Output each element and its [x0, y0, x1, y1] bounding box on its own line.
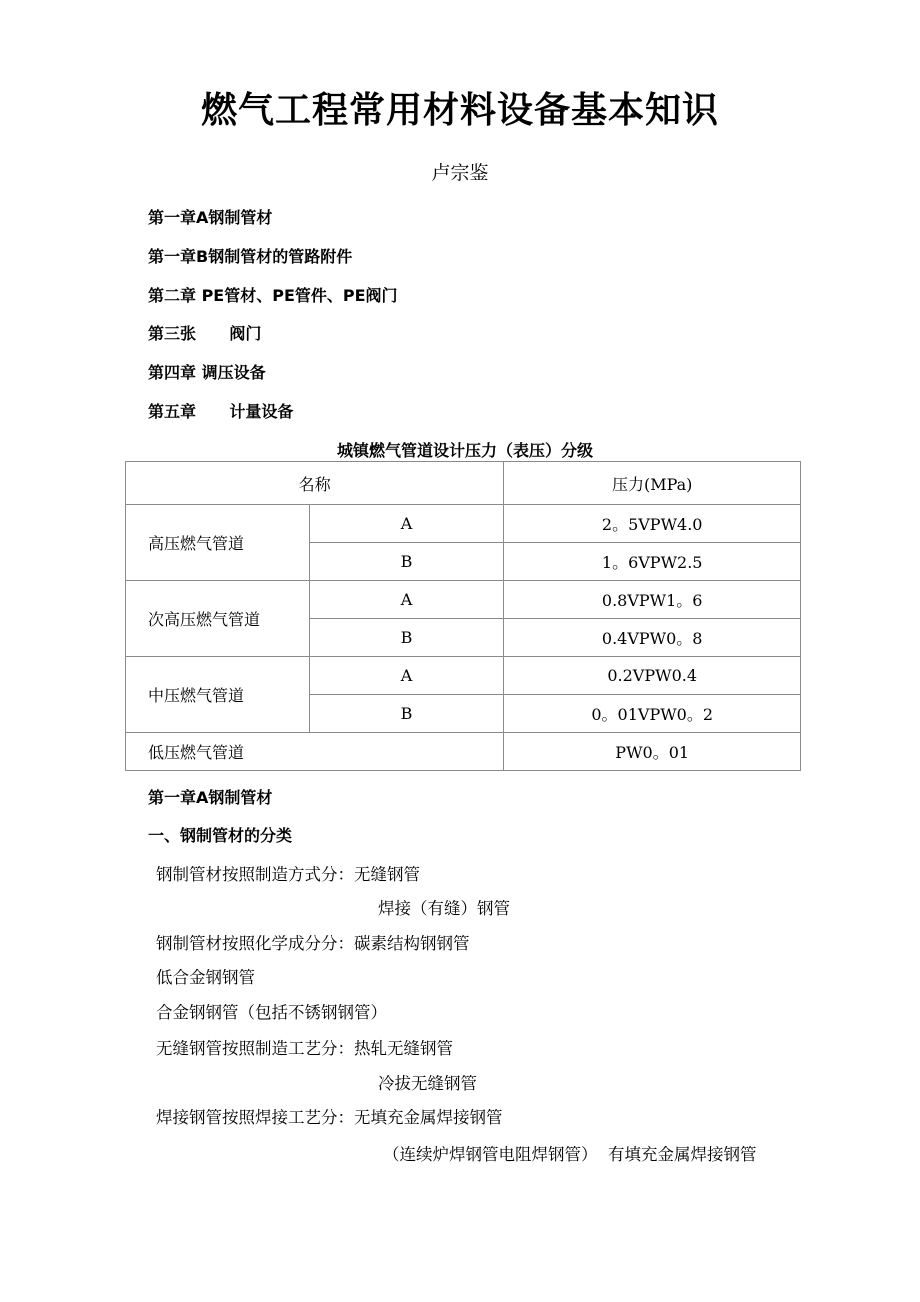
table-caption: 城镇燃气管道设计压力（表压）分级: [336, 441, 593, 460]
chapter-heading: 第一章A钢制管材: [148, 788, 273, 807]
body-line: 钢制管材按照化学成分分：碳素结构钢钢管: [156, 934, 470, 953]
pressure-cell: 0。01VPW0。2: [504, 695, 801, 733]
document-title: 燃气工程常用材料设备基本知识: [200, 90, 719, 131]
section-heading: 一、钢制管材的分类: [148, 826, 293, 845]
pressure-cell: 0.4VPW0。8: [504, 619, 801, 657]
pressure-cell: 2。5VPW4.0: [504, 505, 801, 543]
toc-item: 第五章 计量设备: [148, 401, 294, 421]
body-line: 焊接（有缝）钢管: [378, 899, 510, 918]
header-pressure: 压力(MPa): [504, 462, 801, 505]
table-row: [126, 657, 801, 695]
body-line: 合金钢钢管（包括不锈钢钢管）: [156, 1003, 387, 1022]
table-row: [126, 505, 801, 543]
table-header-row: [126, 462, 801, 505]
grade-cell: A: [309, 505, 504, 543]
pressure-cell: 1。6VPW2.5: [504, 543, 801, 581]
table-row: [126, 581, 801, 619]
pressure-cell: PW0。01: [504, 733, 801, 771]
toc-item: 第二章 PE管材、PE管件、PE阀门: [148, 285, 398, 305]
category-cell: 高压燃气管道: [126, 505, 310, 581]
pressure-cell: 0.8VPW1。6: [504, 581, 801, 619]
table-of-contents: [148, 206, 398, 439]
category-cell: 中压燃气管道: [126, 657, 310, 733]
category-cell: 低压燃气管道: [126, 733, 504, 771]
grade-cell: B: [309, 619, 504, 657]
grade-cell: A: [309, 581, 504, 619]
body-line: 无缝钢管按照制造工艺分：热轧无缝钢管: [156, 1039, 453, 1058]
body-line: 冷拔无缝钢管: [378, 1074, 477, 1093]
toc-item: 第三张 阀门: [148, 324, 262, 344]
body-line: 低合金钢钢管: [156, 968, 255, 987]
table-row: [126, 733, 801, 771]
body-line: （连续炉焊钢管电阻焊钢管） 有填充金属焊接钢管: [383, 1145, 757, 1164]
toc-item: 第一章A钢制管材: [148, 208, 273, 227]
grade-cell: A: [309, 657, 504, 695]
grade-cell: B: [309, 543, 504, 581]
body-line: 钢制管材按照制造方式分：无缝钢管: [156, 865, 420, 884]
pressure-grade-table: [125, 461, 801, 771]
toc-item: 第一章B钢制管材的管路附件: [148, 246, 353, 266]
header-name: 名称: [126, 462, 504, 505]
toc-item: 第四章 调压设备: [148, 363, 266, 383]
author-name: 卢宗鉴: [431, 162, 489, 184]
category-cell: 次高压燃气管道: [126, 581, 310, 657]
grade-cell: B: [309, 695, 504, 733]
pressure-cell: 0.2VPW0.4: [504, 657, 801, 695]
body-line: 焊接钢管按照焊接工艺分：无填充金属焊接钢管: [156, 1108, 503, 1127]
